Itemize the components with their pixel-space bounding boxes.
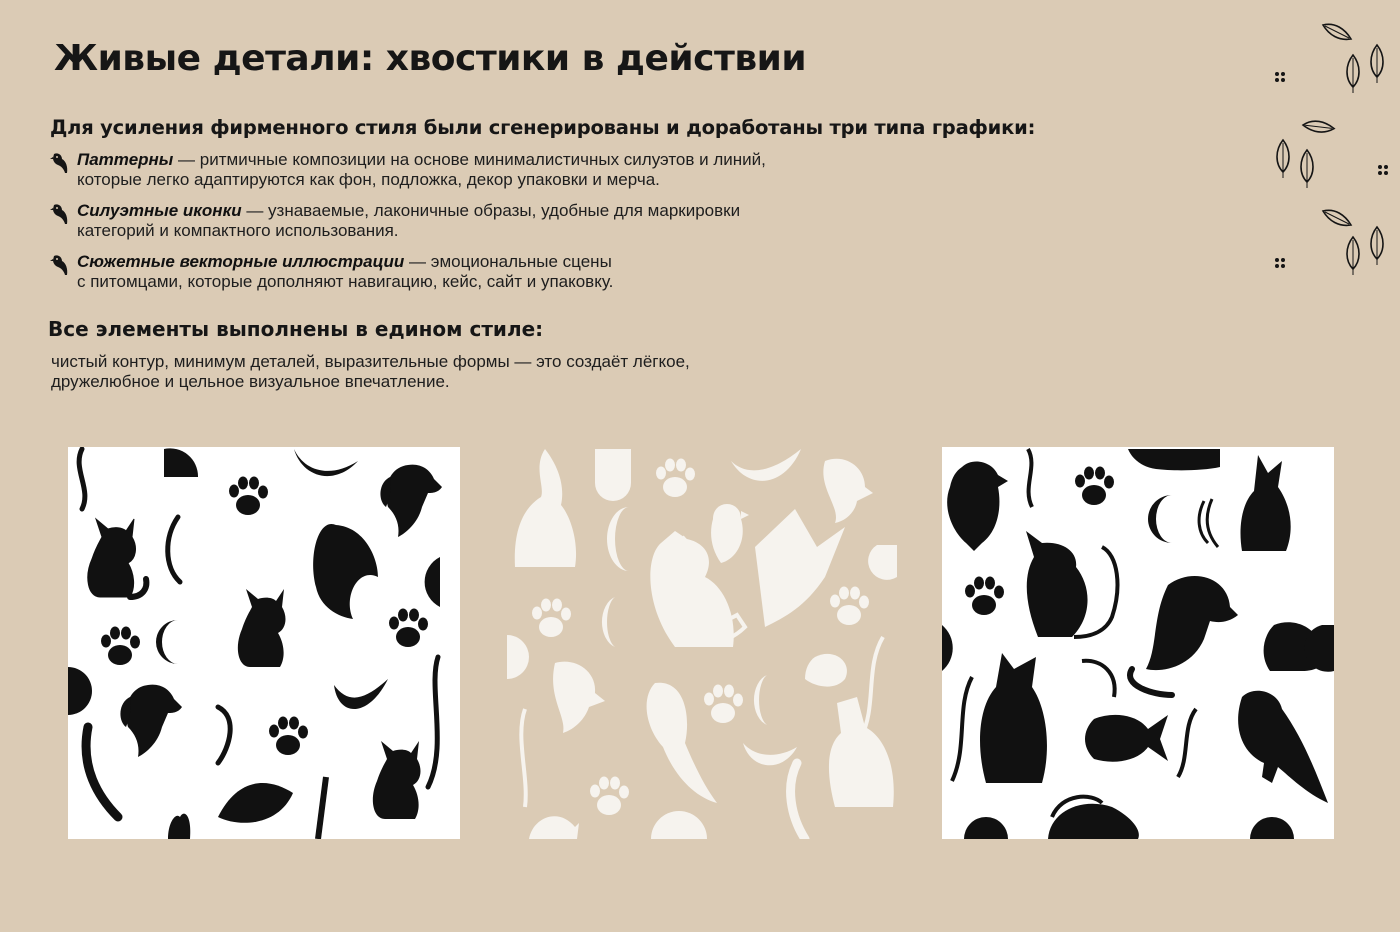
pattern-canvas (68, 447, 460, 839)
bird-bullet-icon (50, 202, 70, 226)
style-description-line: чистый контур, минимум деталей, выразительные формы — это создаёт лёгкое, (51, 352, 690, 371)
dots-icon (1378, 165, 1388, 175)
dots-icon (1275, 72, 1285, 82)
term-description-cont: с питомцами, которые дополняют навигацию, кейс, сайт и упаковку. (77, 272, 614, 291)
page-subtitle: Для усиления фирменного стиля были сгенерированы и доработаны три типа графики: (50, 116, 1036, 139)
pattern-panel-dark-on-white-2 (942, 447, 1334, 839)
pattern-canvas (505, 447, 897, 839)
term-description: — ритмичные композиции на основе минималистичных силуэтов и линий, (173, 150, 766, 169)
style-heading: Все элементы выполнены в едином стиле: (48, 317, 544, 341)
list-item-illustrations (50, 252, 950, 292)
bird-bullet-icon (50, 151, 70, 175)
style-description-line: дружелюбное и цельное визуальное впечатление. (51, 372, 450, 391)
page-title: Живые детали: хвостики в действии (54, 38, 807, 79)
dots-icon (1275, 258, 1285, 268)
list-item-icons (50, 201, 950, 241)
leaf-sprig-icon (1323, 24, 1383, 93)
graphics-types-list (50, 150, 950, 303)
bird-bullet-icon (50, 253, 70, 277)
term-description: — эмоциональные сцены (404, 252, 612, 271)
term-description-cont: которые легко адаптируются как фон, подложка, декор упаковки и мерча. (77, 170, 660, 189)
leaf-decoration (1265, 15, 1400, 295)
term-description-cont: категорий и компактного использования. (77, 221, 399, 240)
style-description (51, 352, 690, 392)
list-item-patterns (50, 150, 950, 190)
term-label: Сюжетные векторные иллюстрации (77, 252, 405, 271)
term-label: Паттерны (77, 150, 174, 169)
pattern-canvas (942, 447, 1334, 839)
term-label: Силуэтные иконки (77, 201, 242, 220)
leaf-sprig-icon (1277, 115, 1334, 188)
half-circle (595, 449, 631, 501)
pattern-panel-light-on-beige (505, 447, 897, 839)
leaf-sprig-icon (1323, 210, 1383, 275)
term-description: — узнаваемые, лаконичные образы, удобные для маркировки (241, 201, 741, 220)
pattern-panel-dark-on-white (68, 447, 460, 839)
